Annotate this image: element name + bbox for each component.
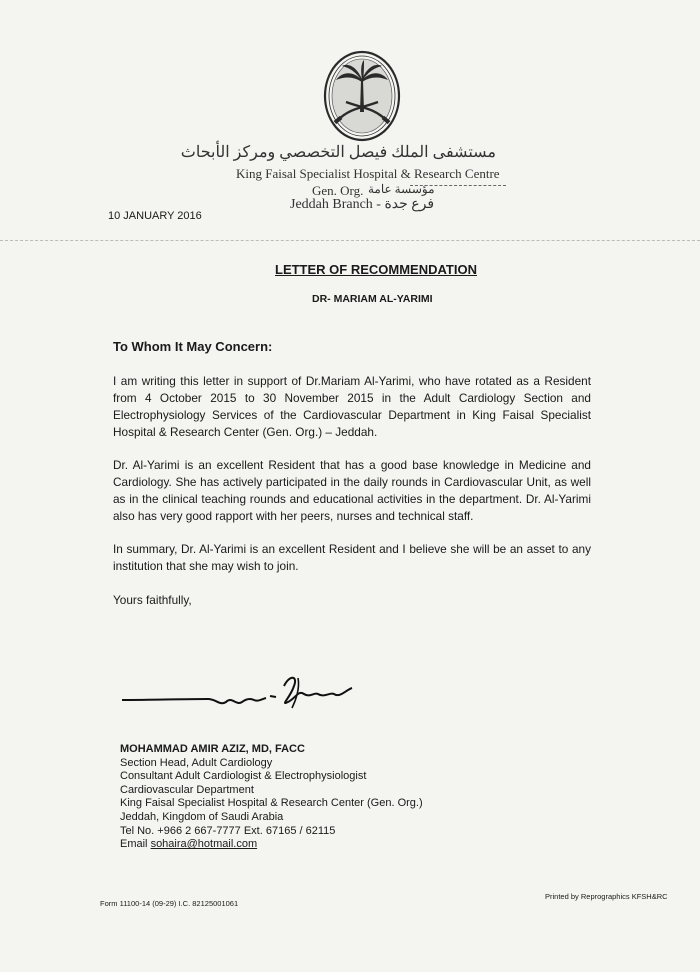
letter-date: 10 JANUARY 2016 bbox=[108, 210, 202, 222]
body-paragraph-1: I am writing this letter in support of Dr.Mariam Al-Yarimi, who have rotated as a Resident from 4 October 2015 to 30 November 2015 in the Adult Cardiology Section and Electrophysiology Services of the Cardiovascular Department in King Faisal Specialist Hospital & Research Center (Gen. Org.) – Jeddah. bbox=[113, 374, 591, 439]
signer-location: Jeddah, Kingdom of Saudi Arabia bbox=[120, 810, 284, 823]
letterhead-branch: Jeddah Branch - فرع جدة bbox=[290, 197, 435, 212]
email-label: Email bbox=[120, 838, 151, 851]
form-number: Form 11100-14 (09-29) I.C. 82125001061 bbox=[100, 899, 239, 908]
letterhead-gen-org: Gen. Org. bbox=[312, 183, 364, 198]
signer-block bbox=[120, 743, 423, 852]
salutation: To Whom It May Concern: bbox=[113, 339, 273, 354]
body-paragraph-2: Dr. Al-Yarimi is an excellent Resident that has a good base knowledge in Medicine and Cardiology. She has actively participated in the daily rounds in Cardiovascular Unit, as well as in the clinical teaching rounds and educational activities in the department. Dr. Al-Yarimi also has very good rapport with her peers, nurses and technical staff. bbox=[113, 458, 591, 523]
signer-title-1: Section Head, Adult Cardiology bbox=[120, 756, 273, 769]
closing: Yours faithfully, bbox=[113, 593, 192, 607]
signer-name: MOHAMMAD AMIR AZIZ, MD, FACC bbox=[120, 743, 305, 755]
signer-email-line bbox=[120, 838, 423, 852]
letterhead-english-name: King Faisal Specialist Hospital & Research Centre bbox=[236, 166, 500, 181]
body-paragraph-3: In summary, Dr. Al-Yarimi is an excellent Resident and I believe she will be an asset to any institution that she may wish to join. bbox=[113, 542, 591, 573]
signer-institution: King Faisal Specialist Hospital & Research Center (Gen. Org.) bbox=[120, 797, 423, 810]
letterhead-arabic-name: مستشفى الملك فيصل التخصصي ومركز الأبحاث bbox=[180, 144, 496, 161]
palm-and-crossed-swords-seal-icon bbox=[322, 50, 402, 146]
handwritten-signature bbox=[120, 672, 360, 722]
email-link[interactable]: sohaira@hotmail.com bbox=[150, 838, 258, 851]
scan-artifact-line bbox=[0, 240, 700, 241]
letter-title: LETTER OF RECOMMENDATION bbox=[275, 262, 477, 277]
letterhead-gen-org-arabic: مؤسسة عامة bbox=[368, 182, 435, 196]
signer-department: Cardiovascular Department bbox=[120, 783, 254, 796]
letterhead-divider bbox=[410, 185, 506, 186]
letter-subject: DR- MARIAM AL-YARIMI bbox=[312, 293, 433, 305]
printed-by: Printed by Reprographics KFSH&RC bbox=[545, 892, 668, 901]
signer-phone: Tel No. +966 2 667-7777 Ext. 67165 / 62115 bbox=[120, 824, 336, 837]
signer-title-2: Consultant Adult Cardiologist & Electrophysiologist bbox=[120, 770, 367, 783]
